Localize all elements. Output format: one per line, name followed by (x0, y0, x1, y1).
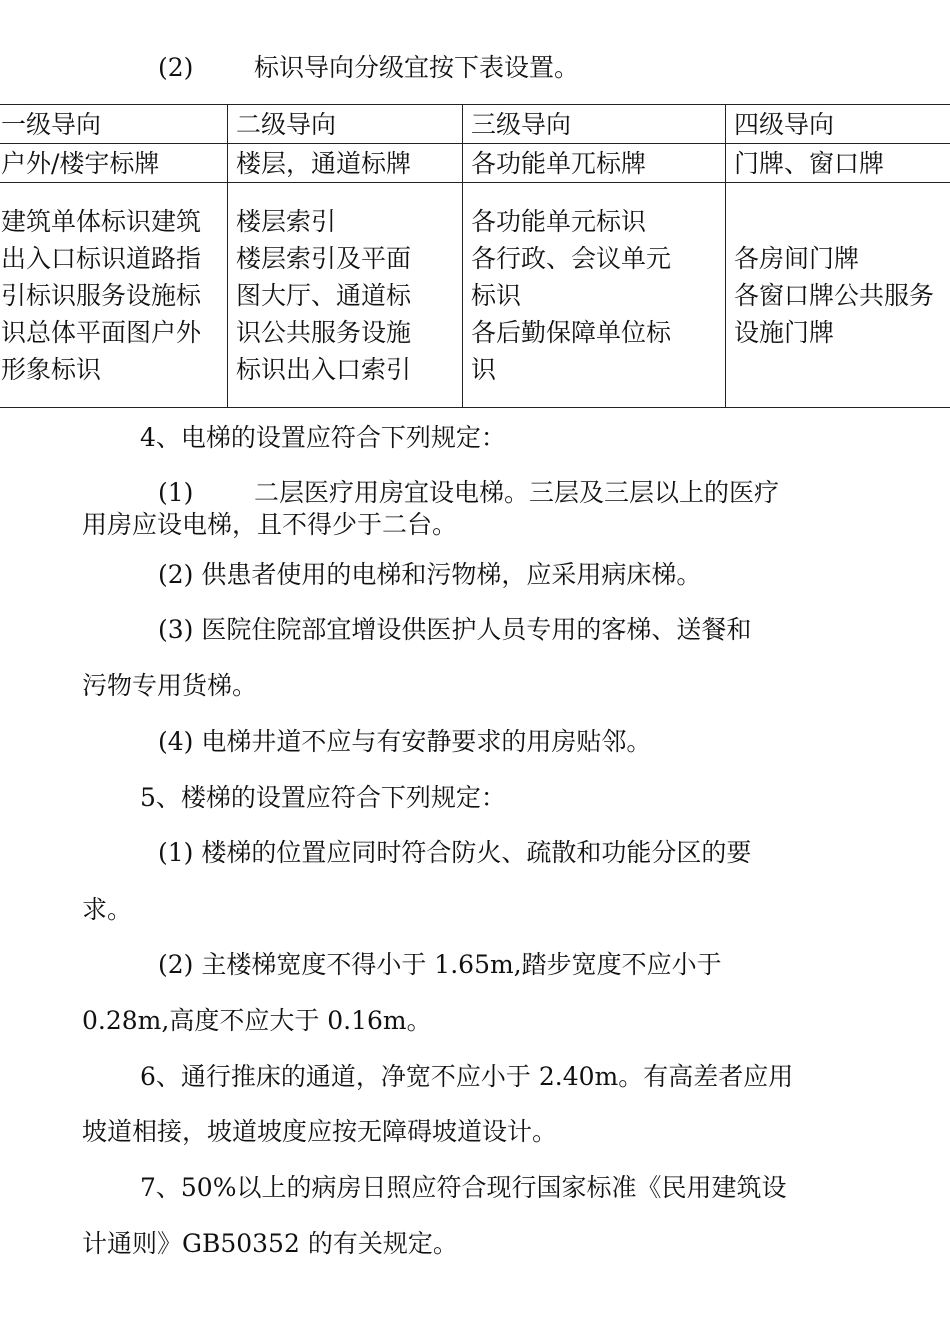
item-4-1-number: (1) (158, 478, 194, 507)
cell-line: 各行政、会议单元 (471, 243, 672, 273)
section-7-line-1: 7、50%以上的病房日照应符合现行国家标准《民用建筑设 (140, 1173, 787, 1202)
item-5-2-line-2: 0.28m,高度不应大于 0.16m。 (82, 1006, 432, 1035)
section-7-line-2: 计通则》GB50352 的有关规定。 (82, 1229, 458, 1258)
section-6-line-1: 6、通行推床的通道，净宽不应小于 2.40m。有高差者应用 (140, 1062, 794, 1091)
item-5-1-line-1: (1) 楼梯的位置应同时符合防火、疏散和功能分区的要 (158, 838, 752, 867)
table-cell: 门牌、窗口牌 (726, 144, 950, 183)
cell-line: 出入口标识道路指 (1, 243, 202, 273)
header-level-1: 一级导向 (0, 105, 228, 144)
cell-line: 各窗口牌公共服务 (734, 280, 935, 310)
section-6-line-2: 坡道相接，坡道坡度应按无障碍坡道设计。 (82, 1117, 558, 1146)
cell-line: 各后勤保障单位标 (471, 317, 672, 347)
item-4-1-line-2: 用房应设电梯，且不得少于二台。 (82, 510, 458, 539)
table-cell (0, 183, 228, 408)
section-5-heading: 5、楼梯的设置应符合下列规定： (140, 783, 506, 812)
table-cell (726, 183, 950, 408)
cell-line: 楼层索引及平面 (236, 243, 412, 273)
item-5-2-line-1: (2) 主楼梯宽度不得小于 1.65m,踏步宽度不应小于 (158, 950, 722, 979)
cell-line: 楼层索引 (236, 206, 337, 236)
intro-number: (2) (158, 53, 194, 82)
cell-line: 各功能单元标识 (471, 206, 647, 236)
guide-level-table (0, 104, 950, 408)
item-5-1-line-2: 求。 (82, 895, 133, 924)
table-cell: 楼层，通道标牌 (228, 144, 463, 183)
item-4-4: (4) 电梯井道不应与有安静要求的用房贴邻。 (158, 727, 652, 756)
cell-line: 标识出入口索引 (236, 354, 412, 384)
item-4-3-line-2: 污物专用货梯。 (82, 671, 258, 700)
cell-line: 图大厅、通道标 (236, 280, 412, 310)
cell-line: 引标识服务设施标 (1, 280, 202, 310)
table-row (0, 183, 950, 408)
item-4-2: (2) 供患者使用的电梯和污物梯，应采用病床梯。 (158, 560, 702, 589)
cell-line: 识 (471, 354, 497, 384)
item-4-1-line-1: 二层医疗用房宜设电梯。三层及三层以上的医疗 (254, 478, 780, 507)
header-level-2: 二级导向 (228, 105, 463, 144)
table-cell (228, 183, 463, 408)
section-4-heading: 4、电梯的设置应符合下列规定： (140, 423, 506, 452)
table-cell: 户外/楼宇标牌 (0, 144, 228, 183)
cell-line: 各房间门牌 (734, 243, 860, 273)
table-header-row (0, 105, 950, 144)
table-cell: 各功能单兀标牌 (463, 144, 726, 183)
header-level-3: 三级导向 (463, 105, 726, 144)
header-level-4: 四级导向 (726, 105, 950, 144)
cell-line: 设施门牌 (734, 317, 835, 347)
item-4-3-line-1: (3) 医院住院部宜增设供医护人员专用的客梯、送餐和 (158, 615, 752, 644)
intro-text: 标识导向分级宜按下表设置。 (254, 53, 580, 82)
table-row (0, 144, 950, 183)
table-cell (463, 183, 726, 408)
cell-line: 识总体平面图户外 (1, 317, 202, 347)
cell-line: 形象标识 (1, 354, 102, 384)
cell-line: 识公共服务设施 (236, 317, 412, 347)
cell-line: 建筑单体标识建筑 (1, 206, 202, 236)
cell-line: 标识 (471, 280, 522, 310)
